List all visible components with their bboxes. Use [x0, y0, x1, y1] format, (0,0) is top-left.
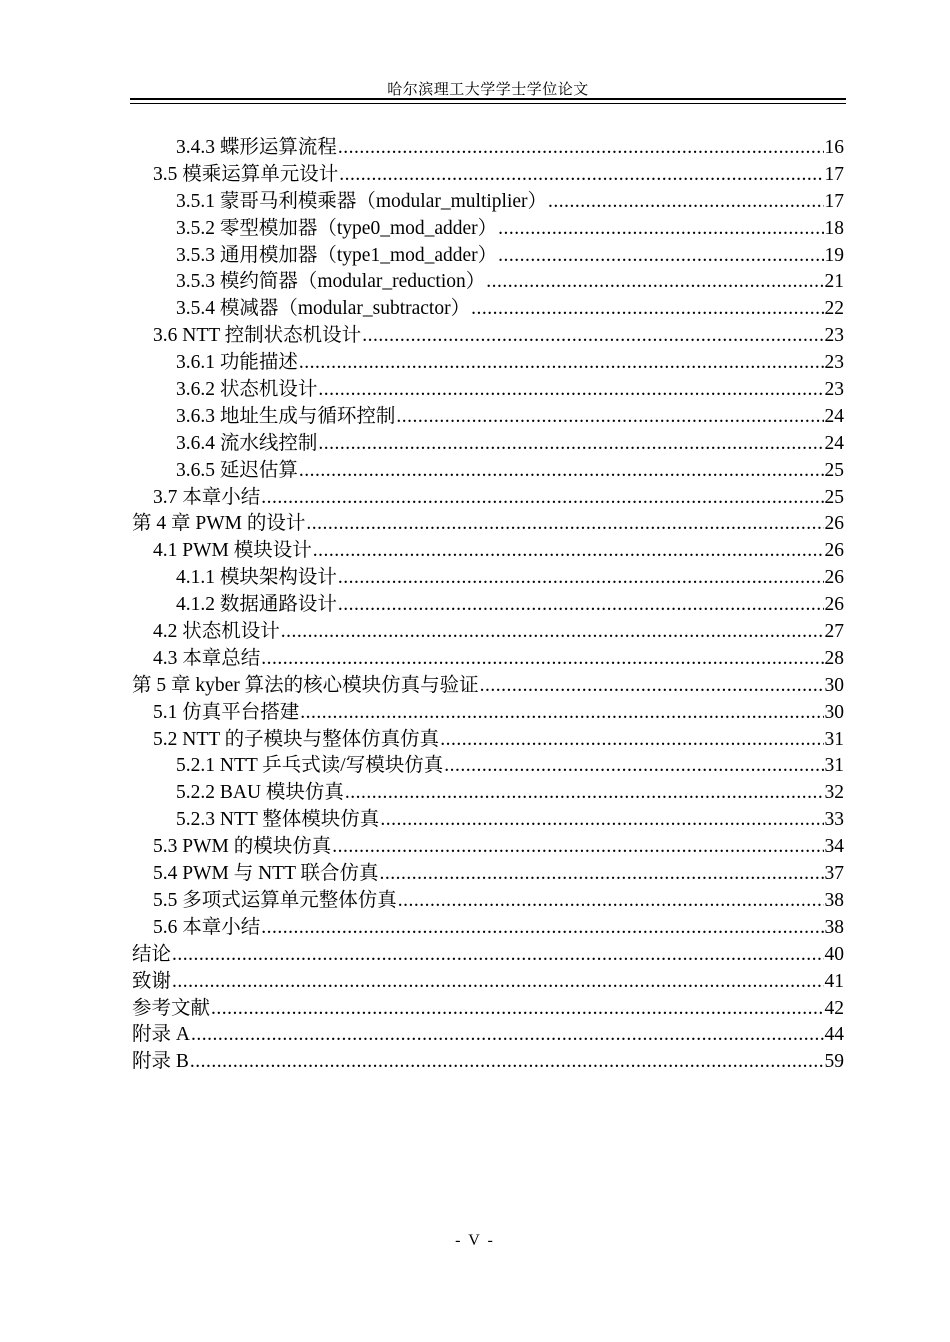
toc-entry-page: 59	[824, 1051, 844, 1073]
toc-entry-title: 3.7 本章小结	[153, 486, 261, 508]
toc-entry[interactable]	[132, 588, 844, 615]
toc-entry-page: 26	[824, 540, 844, 562]
toc-dot-leader	[486, 271, 823, 293]
toc-entry-title: 4.1 PWM 模块设计	[153, 540, 312, 562]
toc-dot-leader	[548, 191, 823, 213]
toc-entry-title: 4.2 状态机设计	[153, 621, 280, 643]
toc-dot-leader	[380, 809, 823, 831]
toc-dot-leader	[261, 487, 823, 509]
toc-entry-title: 4.1.2 数据通路设计	[176, 594, 337, 616]
toc-entry[interactable]	[132, 373, 844, 400]
toc-entry[interactable]	[132, 507, 844, 534]
toc-dot-leader	[338, 567, 824, 589]
toc-entry-title: 参考文献	[132, 997, 211, 1019]
toc-entry-title: 致谢	[132, 970, 172, 992]
toc-entry-title: 3.5.2 零型模加器（type0_mod_adder）	[176, 217, 498, 239]
page-header-title: 哈尔滨理工大学学士学位论文	[387, 82, 589, 98]
toc-entry-page: 41	[824, 970, 844, 992]
toc-dot-leader	[345, 782, 824, 804]
toc-entry[interactable]	[132, 346, 844, 373]
toc-entry-page: 31	[824, 728, 844, 750]
toc-dot-leader	[299, 352, 824, 374]
toc-entry-page: 30	[824, 701, 844, 723]
toc-entry-page: 44	[824, 1024, 844, 1046]
toc-entry-title: 附录 A	[132, 1024, 190, 1046]
toc-dot-leader	[172, 971, 823, 993]
toc-entry[interactable]	[132, 803, 844, 830]
toc-entry[interactable]	[132, 561, 844, 588]
toc-entry-title: 3.5.3 模约简器（modular_reduction）	[176, 271, 486, 293]
toc-entry-page: 34	[824, 836, 844, 858]
toc-dot-leader	[191, 1024, 824, 1046]
header-rule-thick	[130, 98, 846, 100]
toc-entry-page: 23	[824, 325, 844, 347]
toc-entry-title: 5.2.3 NTT 整体模块仿真	[176, 809, 380, 831]
toc-entry-title: 3.6 NTT 控制状态机设计	[153, 325, 362, 347]
toc-dot-leader	[338, 137, 824, 159]
toc-entry[interactable]	[132, 319, 844, 346]
toc-dot-leader	[172, 944, 823, 966]
toc-entry-title: 附录 B	[132, 1051, 189, 1073]
toc-entry-page: 25	[824, 486, 844, 508]
toc-entry-page: 23	[824, 352, 844, 374]
toc-entry[interactable]	[132, 642, 844, 669]
toc-entry[interactable]	[132, 749, 844, 776]
toc-entry[interactable]	[132, 669, 844, 696]
toc-entry-title: 第 4 章 PWM 的设计	[132, 513, 306, 535]
toc-dot-leader	[338, 594, 824, 616]
toc-entry[interactable]	[132, 911, 844, 938]
toc-dot-leader	[332, 836, 823, 858]
toc-entry-page: 32	[824, 782, 844, 804]
toc-entry[interactable]	[132, 185, 844, 212]
toc-entry-title: 3.6.2 状态机设计	[176, 379, 318, 401]
table-of-contents	[132, 131, 844, 1072]
toc-entry-title: 3.4.3 蝶形运算流程	[176, 137, 337, 158]
toc-entry-title: 3.6.3 地址生成与循环控制	[176, 405, 396, 427]
toc-entry[interactable]	[132, 965, 844, 992]
toc-entry[interactable]	[132, 481, 844, 508]
toc-entry-page: 24	[824, 432, 844, 454]
toc-entry-page: 42	[824, 997, 844, 1019]
toc-entry-page: 19	[824, 244, 844, 266]
toc-dot-leader	[261, 648, 823, 670]
toc-entry[interactable]	[132, 830, 844, 857]
toc-dot-leader	[480, 675, 824, 697]
toc-entry[interactable]	[132, 158, 844, 185]
toc-entry-title: 4.3 本章总结	[153, 647, 261, 669]
toc-entry-title: 4.1.1 模块架构设计	[176, 567, 337, 589]
toc-entry-title: 3.5.3 通用模加器（type1_mod_adder）	[176, 244, 498, 266]
toc-dot-leader	[300, 702, 823, 724]
toc-entry[interactable]	[132, 292, 844, 319]
toc-entry[interactable]	[132, 696, 844, 723]
toc-entry[interactable]	[132, 857, 844, 884]
header-rule-thin	[130, 103, 846, 104]
toc-entry[interactable]	[132, 938, 844, 965]
toc-dot-leader	[313, 540, 824, 562]
toc-dot-leader	[211, 998, 823, 1020]
toc-entry-title: 5.2 NTT 的子模块与整体仿真仿真	[153, 728, 440, 750]
toc-entry[interactable]	[132, 1045, 844, 1072]
toc-entry-page: 30	[824, 674, 844, 696]
toc-dot-leader	[398, 890, 824, 912]
toc-entry-page: 17	[824, 163, 844, 185]
toc-entry-title: 5.3 PWM 的模块仿真	[153, 836, 332, 858]
toc-entry[interactable]	[132, 884, 844, 911]
toc-entry-title: 结论	[132, 943, 172, 965]
toc-dot-leader	[339, 164, 823, 186]
toc-entry[interactable]	[132, 212, 844, 239]
toc-entry-page: 28	[824, 647, 844, 669]
toc-dot-leader	[306, 513, 823, 535]
toc-entry[interactable]	[132, 1018, 844, 1045]
toc-entry[interactable]	[132, 534, 844, 561]
toc-dot-leader	[498, 218, 823, 240]
toc-entry-title: 5.1 仿真平台搭建	[153, 701, 300, 723]
toc-dot-leader	[281, 621, 824, 643]
toc-entry-title: 5.2.1 NTT 乒乓式读/写模块仿真	[176, 755, 444, 777]
toc-entry-page: 37	[824, 863, 844, 885]
toc-entry-page: 26	[824, 513, 844, 535]
toc-entry[interactable]	[132, 131, 844, 158]
toc-entry-title: 3.6.4 流水线控制	[176, 432, 318, 454]
toc-dot-leader	[440, 729, 823, 751]
toc-dot-leader	[498, 245, 823, 267]
toc-entry-title: 3.5.4 模减器（modular_subtractor）	[176, 298, 471, 320]
toc-entry-page: 26	[824, 567, 844, 589]
toc-entry-page: 33	[824, 809, 844, 831]
toc-entry[interactable]	[132, 427, 844, 454]
toc-entry-page: 17	[824, 190, 844, 212]
toc-dot-leader	[362, 325, 823, 347]
toc-entry[interactable]	[132, 239, 844, 266]
toc-dot-leader	[318, 433, 823, 455]
toc-entry-page: 22	[824, 298, 844, 320]
toc-entry[interactable]	[132, 723, 844, 750]
toc-entry[interactable]	[132, 265, 844, 292]
toc-entry-page: 40	[824, 943, 844, 965]
toc-entry[interactable]	[132, 400, 844, 427]
toc-entry-title: 5.4 PWM 与 NTT 联合仿真	[153, 863, 379, 885]
toc-entry-title: 5.6 本章小结	[153, 916, 261, 938]
toc-entry-page: 27	[824, 621, 844, 643]
toc-entry-page: 23	[824, 379, 844, 401]
toc-entry-title: 3.6.5 延迟估算	[176, 459, 298, 481]
toc-dot-leader	[299, 460, 824, 482]
toc-entry[interactable]	[132, 454, 844, 481]
toc-dot-leader	[396, 406, 823, 428]
toc-entry-page: 21	[824, 271, 844, 293]
toc-entry-title: 3.5 模乘运算单元设计	[153, 163, 339, 185]
toc-entry[interactable]	[132, 615, 844, 642]
toc-entry-page: 38	[824, 916, 844, 938]
page-number: - V -	[455, 1232, 495, 1249]
toc-entry[interactable]	[132, 992, 844, 1019]
toc-entry-page: 24	[824, 405, 844, 427]
toc-entry-page: 38	[824, 889, 844, 911]
toc-dot-leader	[190, 1051, 824, 1073]
toc-entry-title: 5.2.2 BAU 模块仿真	[176, 782, 344, 804]
toc-entry-title: 3.6.1 功能描述	[176, 352, 298, 374]
toc-entry-page: 25	[824, 459, 844, 481]
toc-entry-page: 18	[824, 217, 844, 239]
toc-entry[interactable]	[132, 776, 844, 803]
toc-entry-page: 16	[824, 137, 844, 158]
toc-entry-title: 5.5 多项式运算单元整体仿真	[153, 889, 397, 911]
toc-dot-leader	[380, 863, 824, 885]
toc-dot-leader	[318, 379, 823, 401]
toc-entry-page: 26	[824, 594, 844, 616]
toc-entry-title: 3.5.1 蒙哥马利模乘器（modular_multiplier）	[176, 190, 548, 212]
toc-dot-leader	[471, 298, 823, 320]
toc-dot-leader	[444, 755, 823, 777]
toc-dot-leader	[261, 917, 823, 939]
toc-entry-page: 31	[824, 755, 844, 777]
toc-entry-title: 第 5 章 kyber 算法的核心模块仿真与验证	[132, 674, 479, 696]
